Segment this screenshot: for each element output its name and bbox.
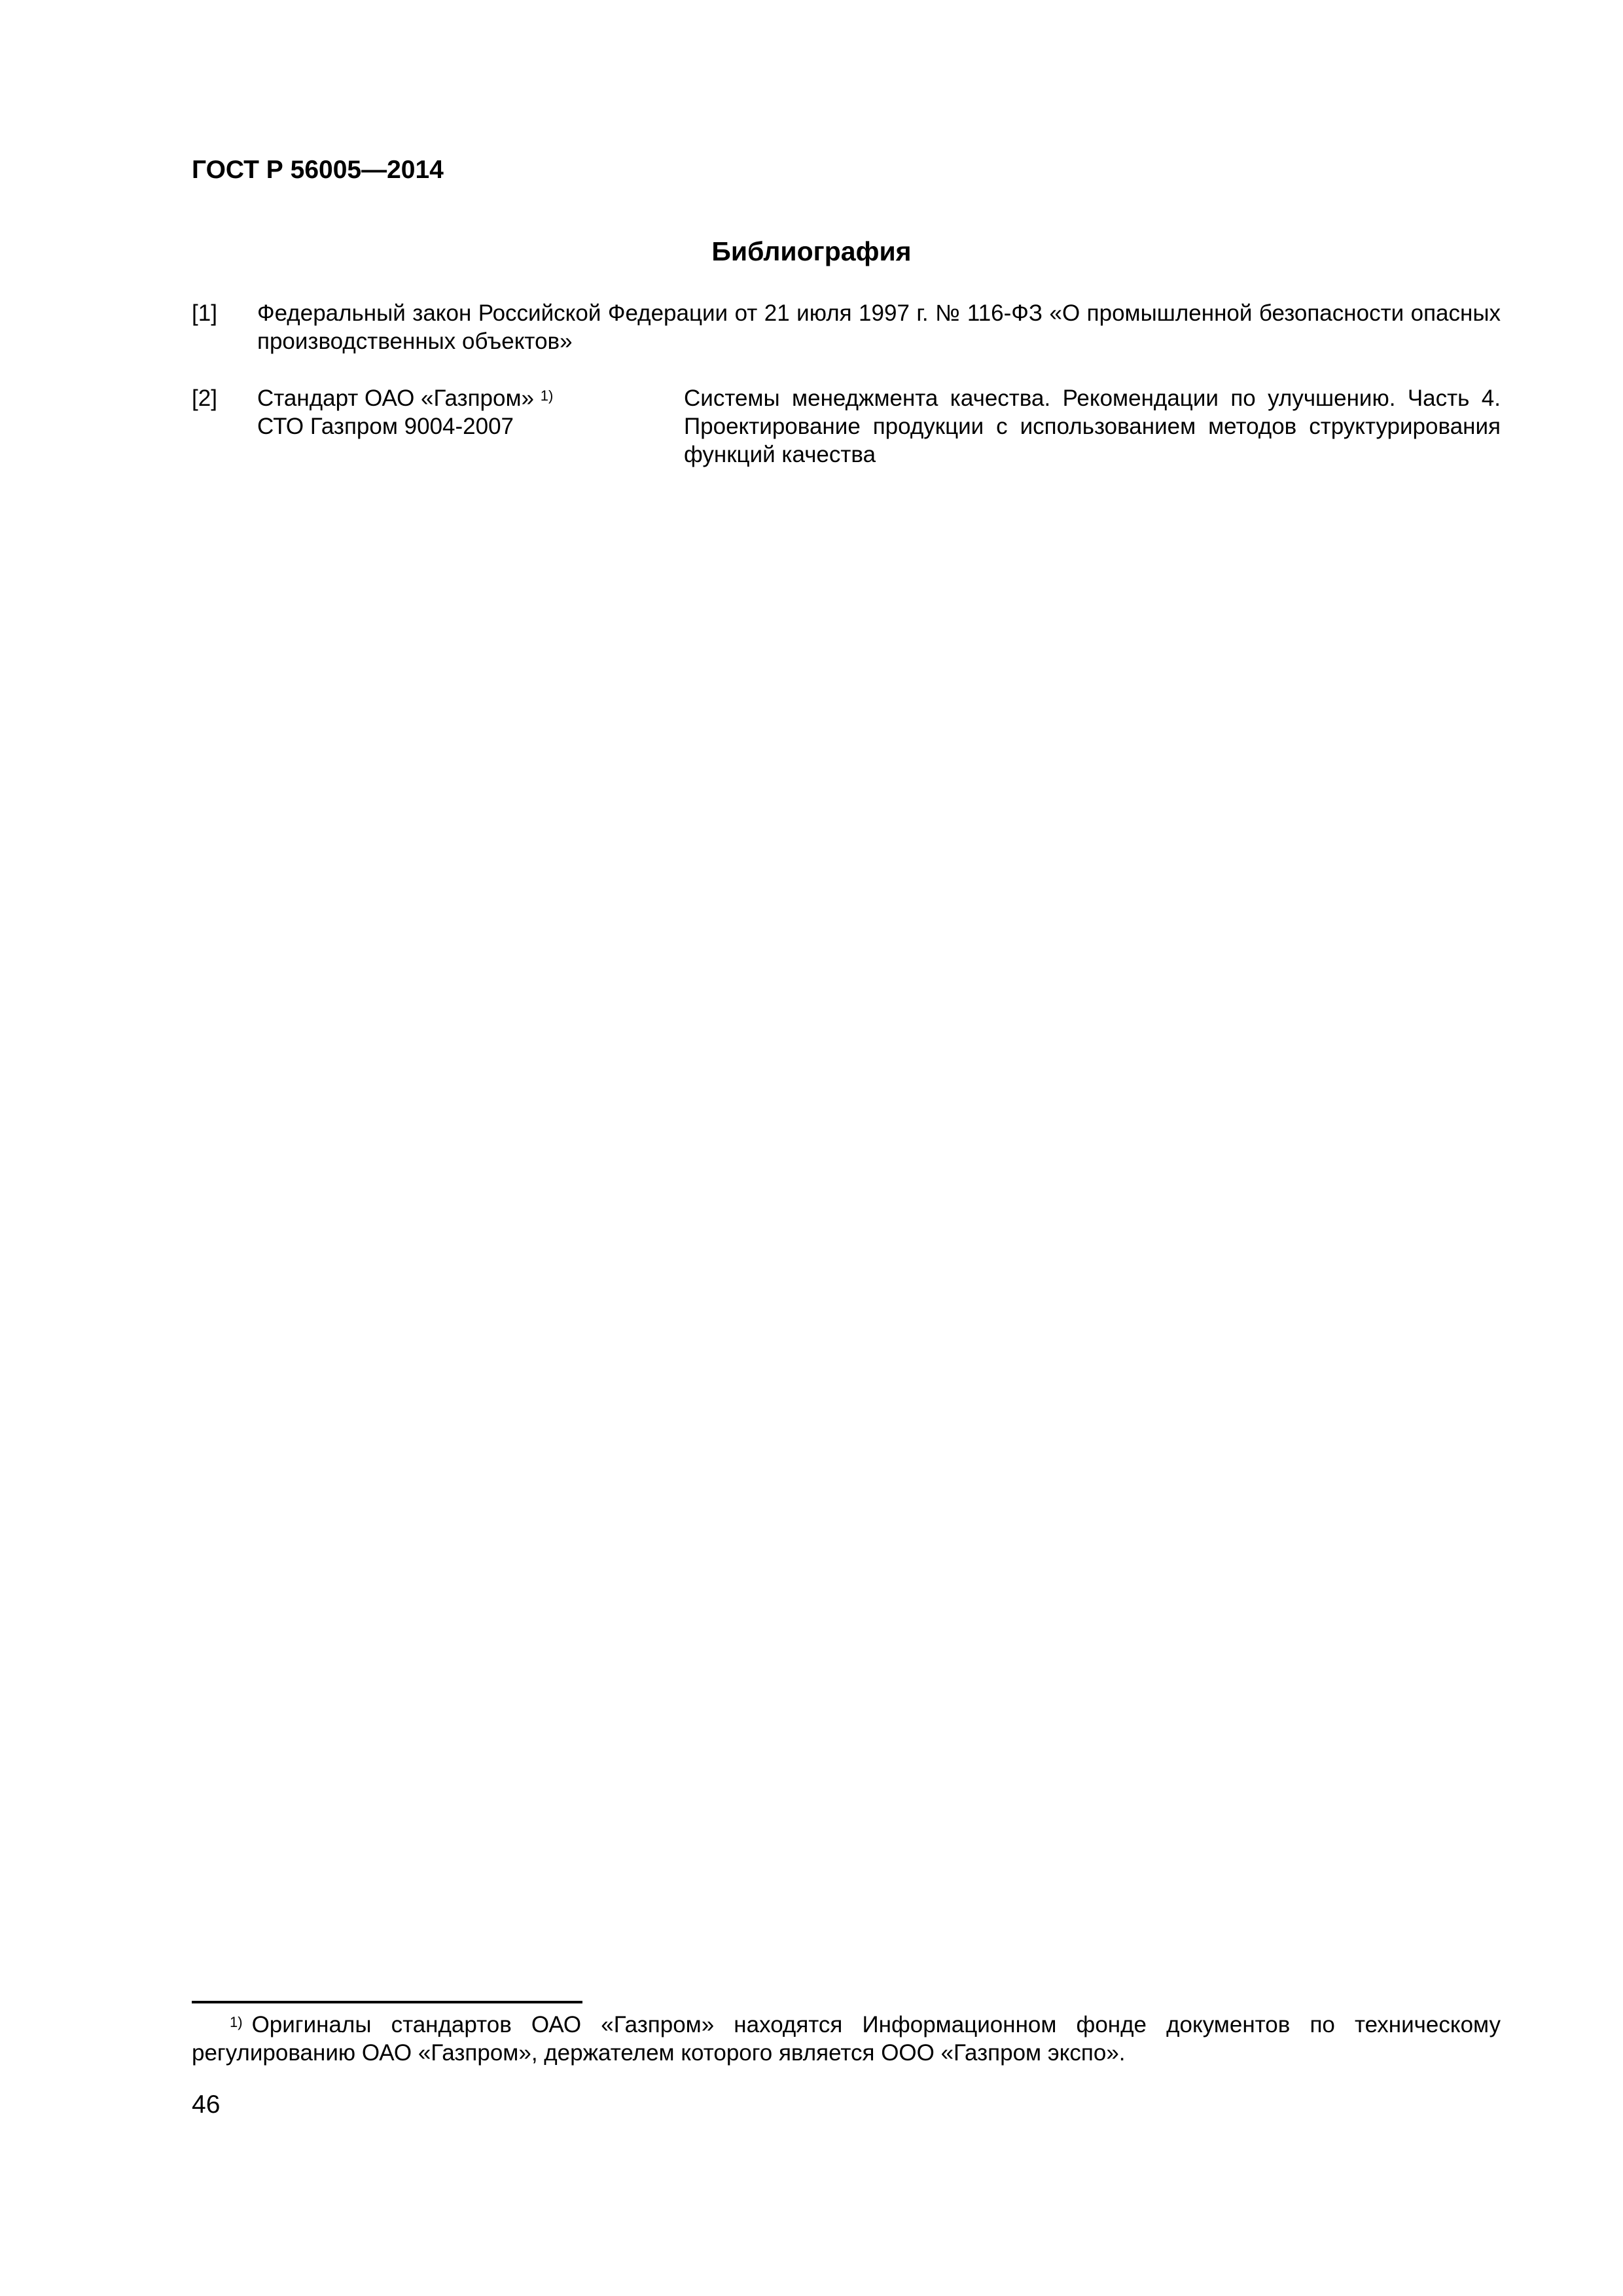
entry-description — [684, 384, 1501, 469]
entry-document — [257, 384, 663, 440]
entry-description-line: функций качества — [684, 442, 876, 467]
entry-document-code: СТО Газпром 9004-2007 — [257, 414, 514, 439]
section-title: Библиография — [711, 236, 912, 266]
footnote-mark: 1) — [230, 2014, 243, 2030]
footnote-text-line-1: Оригиналы стандартов ОАО «Газпром» находятся Информационном фонде документов по техническому — [251, 2012, 1501, 2037]
entry-description-line: Проектирование продукции с использованием методов структурирования — [684, 414, 1501, 439]
document-header: ГОСТ Р 56005—2014 — [192, 156, 444, 184]
footnote-reference: 1) — [540, 387, 554, 404]
entry-document-name: Стандарт ОАО «Газпром» — [257, 386, 535, 411]
bibliography-entry-2 — [192, 384, 1501, 473]
entry-number: [2] — [192, 386, 217, 411]
bibliography-entry-1 — [192, 299, 1501, 358]
entry-description-line: Системы менеджмента качества. Рекомендации по улучшению. Часть 4. — [684, 386, 1501, 411]
entry-text: Федеральный закон Российской Федерации от 21 июля 1997 г. № 116-ФЗ «О промышленной безопасности опасных производственных объектов» — [257, 300, 1501, 354]
footnote — [192, 2011, 1501, 2067]
page-number: 46 — [192, 2090, 221, 2119]
footnote-separator — [192, 2001, 582, 2003]
footnote-text-line-2: регулированию ОАО «Газпром», держателем которого является ООО «Газпром экспо». — [192, 2040, 1126, 2066]
entry-number: [1] — [192, 300, 217, 326]
